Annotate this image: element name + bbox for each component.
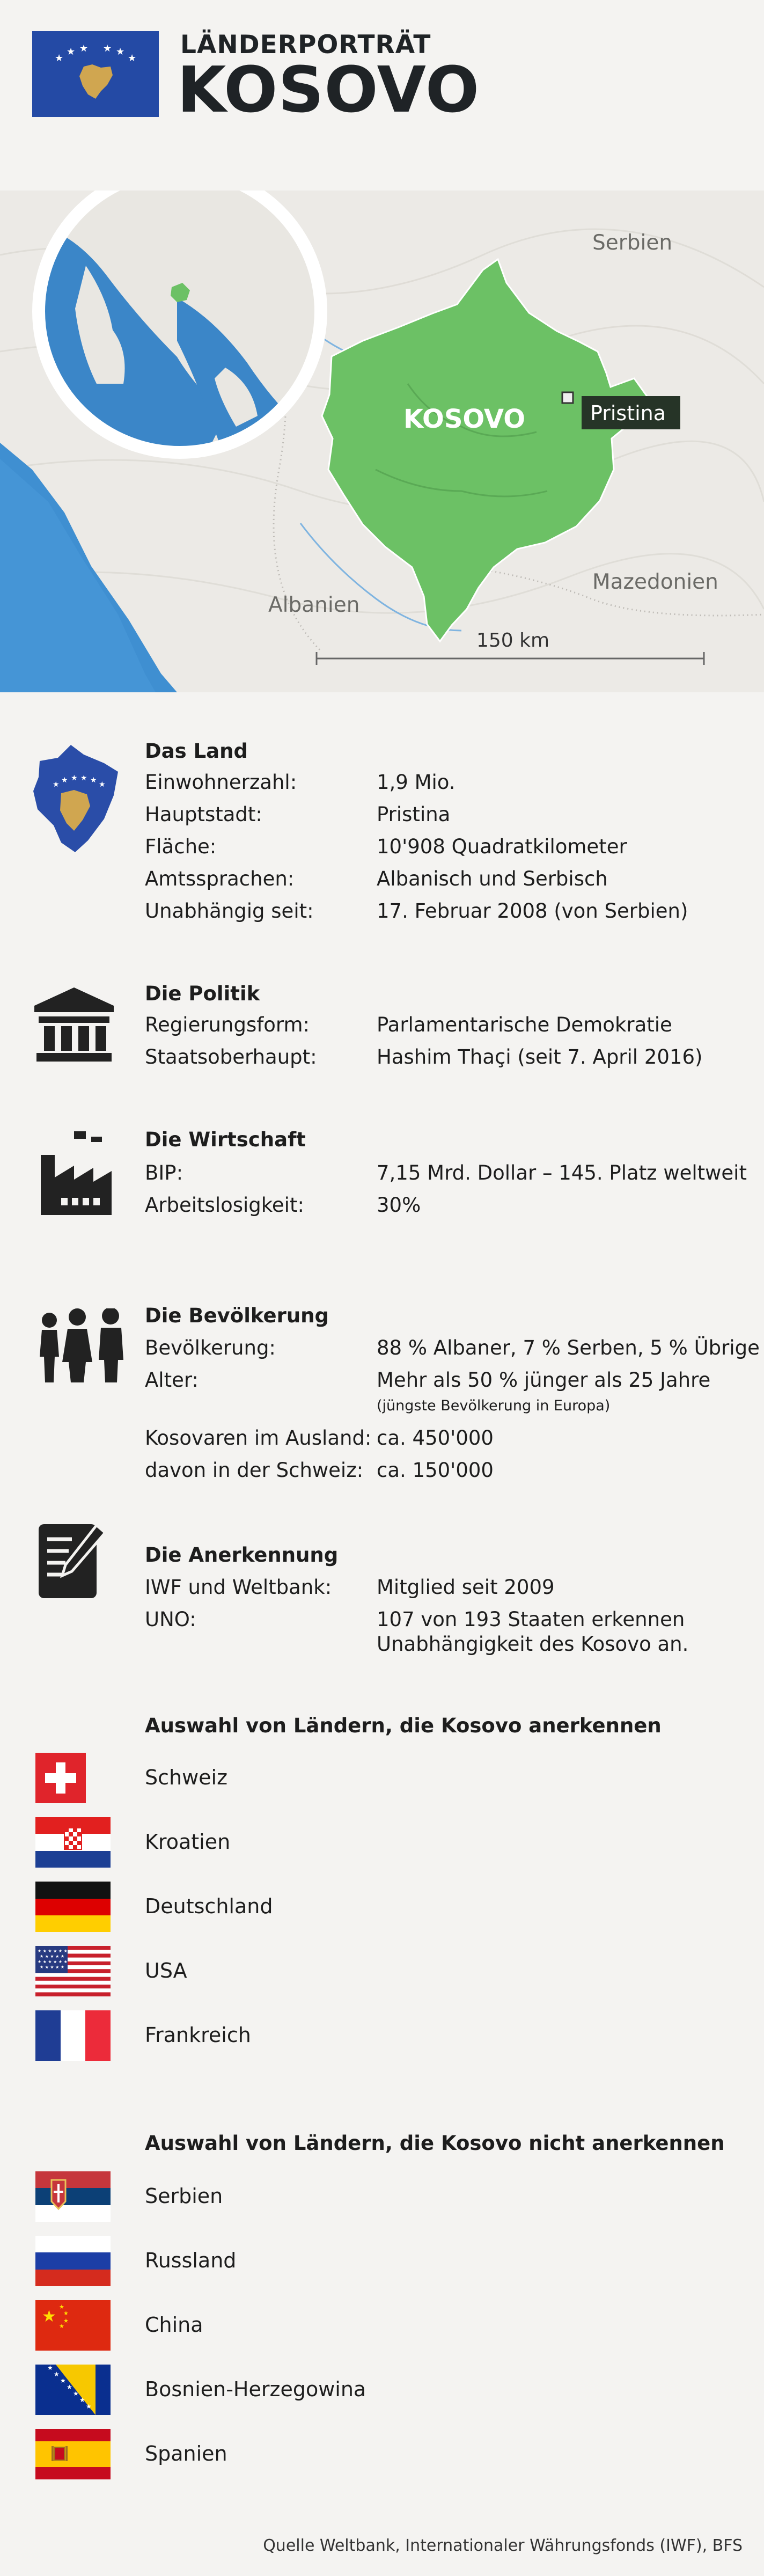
row-label: Regierungsform: — [145, 1013, 310, 1036]
row-value-continued: Unabhängigkeit des Kosovo an. — [377, 1633, 689, 1656]
svg-text:★: ★ — [79, 43, 89, 54]
row-label: UNO: — [145, 1608, 196, 1631]
svg-text:★: ★ — [71, 774, 78, 782]
country-name: Kroatien — [145, 1830, 231, 1854]
flag-france-icon — [35, 2010, 111, 2061]
svg-text:★: ★ — [116, 46, 125, 57]
row-label: Einwohnerzahl: — [145, 771, 297, 794]
svg-text:★: ★ — [90, 776, 97, 785]
country-name: Frankreich — [145, 2023, 251, 2047]
svg-text:★ ★ ★ ★ ★ ★: ★ ★ ★ ★ ★ ★ — [38, 1959, 68, 1964]
row-label: Unabhängig seit: — [145, 899, 314, 923]
government-building-icon — [33, 987, 115, 1063]
row-label: BIP: — [145, 1161, 183, 1184]
svg-text:★: ★ — [63, 2310, 69, 2317]
row-value: Parlamentarische Demokratie — [377, 1013, 672, 1036]
svg-text:★: ★ — [67, 2383, 72, 2391]
row-label: Amtssprachen: — [145, 867, 295, 890]
page-title: KOSOVO — [177, 53, 480, 127]
row-value: Albanisch und Serbisch — [377, 867, 608, 890]
country-name: Bosnien-Herzegowina — [145, 2377, 366, 2401]
flag-croatia-icon — [35, 1817, 111, 1868]
flag-bosnia-icon — [35, 2365, 111, 2415]
row-value: 30% — [377, 1194, 421, 1217]
country-name: USA — [145, 1959, 187, 1982]
country-name: Deutschland — [145, 1894, 273, 1918]
svg-text:★: ★ — [54, 2370, 60, 2378]
map-label-mazedonien: Mazedonien — [592, 570, 718, 594]
svg-text:★: ★ — [73, 2390, 79, 2397]
factory-icon — [36, 1131, 113, 1217]
kosovo-flag-icon — [32, 31, 159, 117]
row-value: 17. Februar 2008 (von Serbien) — [377, 899, 688, 923]
country-name: Spanien — [145, 2442, 227, 2465]
section-heading-politik: Die Politik — [145, 982, 260, 1005]
row-label: IWF und Weltbank: — [145, 1576, 332, 1599]
row-value: 1,9 Mio. — [377, 771, 456, 794]
section-heading-land: Das Land — [145, 740, 248, 763]
flag-spain-icon — [35, 2429, 111, 2479]
svg-text:★: ★ — [67, 46, 76, 57]
svg-text:★: ★ — [86, 2403, 92, 2410]
map-label-serbien: Serbien — [592, 231, 673, 255]
kosovo-outline-icon — [24, 740, 126, 855]
svg-text:★: ★ — [59, 2323, 64, 2330]
svg-text:★: ★ — [59, 2303, 64, 2310]
row-value: ca. 450'000 — [377, 1426, 494, 1450]
country-name: Russland — [145, 2249, 237, 2272]
flag-russia-icon — [35, 2236, 111, 2286]
country-name: Serbien — [145, 2184, 223, 2208]
section-heading-bevoelkerung: Die Bevölkerung — [145, 1304, 329, 1327]
kosovo-map — [0, 191, 764, 692]
svg-text:★: ★ — [79, 2396, 85, 2404]
country-name: Schweiz — [145, 1766, 228, 1789]
row-label: Hauptstadt: — [145, 803, 262, 826]
svg-text:★: ★ — [42, 2307, 56, 2326]
row-value: Hashim Thaçi (seit 7. April 2016) — [377, 1045, 703, 1069]
row-value: ca. 150'000 — [377, 1459, 494, 1482]
svg-text:★: ★ — [61, 776, 68, 785]
svg-text:★ ★ ★ ★ ★: ★ ★ ★ ★ ★ — [40, 1954, 65, 1959]
svg-text:★: ★ — [63, 2317, 69, 2324]
row-label: Alter: — [145, 1368, 199, 1392]
row-value: Pristina — [377, 803, 451, 826]
section-heading-anerkennung: Die Anerkennung — [145, 1543, 339, 1567]
row-label: Arbeitslosigkeit: — [145, 1194, 304, 1217]
svg-text:★: ★ — [99, 780, 106, 789]
row-label: davon in der Schweiz: — [145, 1459, 364, 1482]
row-value: 7,15 Mrd. Dollar – 145. Platz weltweit — [377, 1161, 747, 1184]
header-subtitle: LÄNDERPORTRÄT — [180, 30, 431, 60]
row-value: Mehr als 50 % jünger als 25 Jahre — [377, 1368, 711, 1392]
svg-text:★ ★ ★ ★ ★: ★ ★ ★ ★ ★ — [40, 1965, 65, 1970]
row-label: Kosovaren im Ausland: — [145, 1426, 372, 1450]
flag-china-icon — [35, 2300, 111, 2351]
map-scale: 150 km — [476, 630, 550, 652]
svg-text:★: ★ — [60, 2377, 66, 2384]
document-pen-icon — [36, 1520, 107, 1600]
row-value: Mitglied seit 2009 — [377, 1576, 555, 1599]
flag-germany-icon — [35, 1882, 111, 1932]
not-recognizing-heading: Auswahl von Ländern, die Kosovo nicht anerkennen — [145, 2132, 725, 2155]
row-label: Fläche: — [145, 835, 217, 858]
source-credit: Quelle Weltbank, Internationaler Währungsfonds (IWF), BFS — [263, 2536, 743, 2555]
recognizing-heading: Auswahl von Ländern, die Kosovo anerkennen — [145, 1714, 662, 1737]
row-value: 107 von 193 Staaten erkennen — [377, 1608, 685, 1631]
row-note: (jüngste Bevölkerung in Europa) — [377, 1397, 611, 1414]
flag-switzerland-icon — [35, 1753, 111, 1803]
svg-text:★: ★ — [47, 2365, 53, 2372]
row-label: Bevölkerung: — [145, 1336, 276, 1359]
svg-text:★: ★ — [103, 43, 112, 54]
section-heading-wirtschaft: Die Wirtschaft — [145, 1128, 306, 1151]
row-label: Staatsoberhaupt: — [145, 1045, 317, 1069]
row-value: 88 % Albaner, 7 % Serben, 5 % Übrige — [377, 1336, 760, 1359]
svg-text:★: ★ — [80, 774, 87, 782]
country-name: China — [145, 2313, 203, 2337]
svg-text:★: ★ — [55, 53, 64, 64]
svg-text:★: ★ — [53, 780, 60, 789]
flag-serbia-icon — [35, 2171, 111, 2222]
capital-marker — [562, 392, 573, 403]
people-icon — [38, 1308, 129, 1384]
flag-usa-icon — [35, 1946, 111, 1996]
svg-text:★ ★ ★ ★ ★ ★: ★ ★ ★ ★ ★ ★ — [38, 1949, 68, 1953]
map-label-albanien: Albanien — [268, 593, 360, 617]
svg-text:★: ★ — [128, 53, 137, 64]
row-value: 10'908 Quadratkilometer — [377, 835, 627, 858]
map-label-kosovo: KOSOVO — [403, 404, 526, 434]
capital-label: Pristina — [590, 401, 666, 425]
